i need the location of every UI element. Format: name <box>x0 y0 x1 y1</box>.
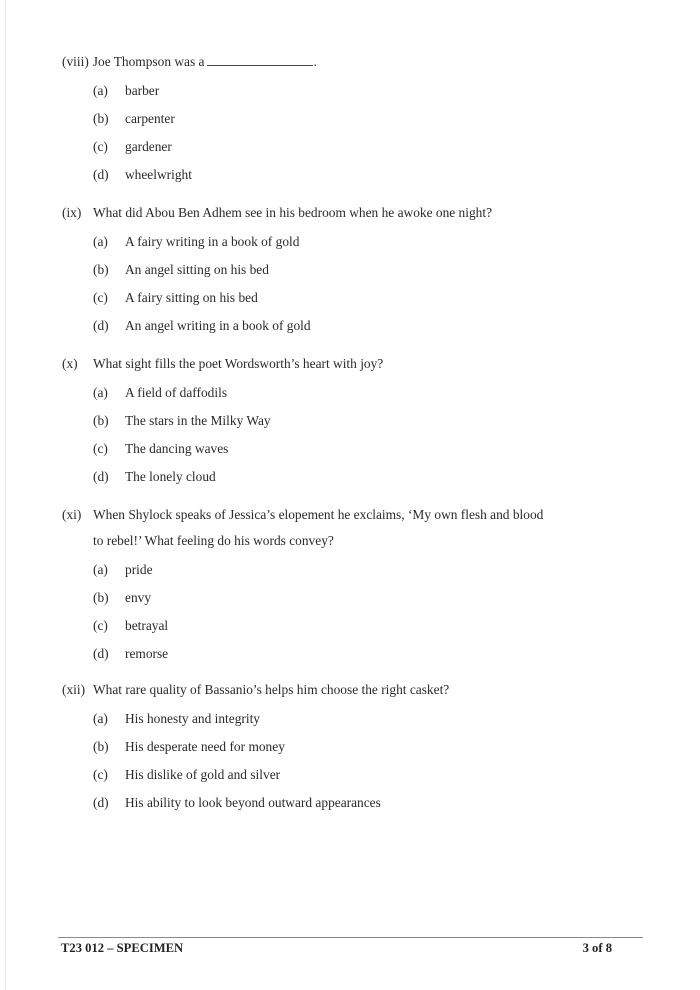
option-b <box>62 105 622 133</box>
option-label: (d) <box>93 167 109 182</box>
option-label: (b) <box>93 739 109 754</box>
option-text: gardener <box>125 139 172 154</box>
option-b <box>62 584 622 612</box>
option-b <box>62 733 622 761</box>
option-label: (c) <box>93 290 108 305</box>
question-ix <box>62 200 622 340</box>
option-list <box>62 556 622 668</box>
option-label: (a) <box>93 83 108 98</box>
option-text: An angel sitting on his bed <box>125 262 269 277</box>
page-number: 3 of 8 <box>582 941 612 955</box>
option-text: His honesty and integrity <box>125 711 261 726</box>
option-c <box>62 284 622 312</box>
question-text: What sight fills the poet Wordsworth’s heart with joy? <box>93 356 384 371</box>
question-text <box>93 49 622 75</box>
option-label: (d) <box>93 469 109 484</box>
option-d <box>62 312 622 340</box>
option-d <box>62 161 622 189</box>
page-edge <box>5 0 6 990</box>
option-label: (d) <box>93 646 109 661</box>
option-text: A fairy sitting on his bed <box>125 290 258 305</box>
question-text: When Shylock speaks of Jessica’s elopement he exclaims, ‘My own flesh and blood <box>93 507 544 522</box>
option-text: remorse <box>125 646 169 661</box>
blank-suffix: . <box>313 54 317 69</box>
option-label: (a) <box>93 711 108 726</box>
option-label: (c) <box>93 441 108 456</box>
question-xi <box>62 502 622 668</box>
option-label: (c) <box>93 618 108 633</box>
question-xii <box>62 677 622 817</box>
footer-divider <box>58 937 643 938</box>
option-text: The dancing waves <box>125 441 229 456</box>
question-number: (ix) <box>62 205 82 220</box>
option-a <box>62 705 622 733</box>
option-label: (d) <box>93 795 109 810</box>
option-d <box>62 463 622 491</box>
question-stem <box>62 351 622 377</box>
option-list <box>62 705 622 817</box>
option-a <box>62 379 622 407</box>
option-text: envy <box>125 590 152 605</box>
question-x <box>62 351 622 491</box>
paper-code: T23 012 – SPECIMEN <box>61 941 184 955</box>
option-c <box>62 612 622 640</box>
option-label: (a) <box>93 562 108 577</box>
question-stem <box>62 200 622 226</box>
option-list <box>62 228 622 340</box>
option-label: (c) <box>93 139 108 154</box>
option-text: barber <box>125 83 160 98</box>
question-number: (xii) <box>62 682 86 697</box>
option-label: (b) <box>93 413 109 428</box>
option-b <box>62 407 622 435</box>
question-viii <box>62 49 622 189</box>
question-stem <box>62 677 622 703</box>
option-label: (b) <box>93 111 109 126</box>
option-c <box>62 761 622 789</box>
option-text: betrayal <box>125 618 169 633</box>
option-a <box>62 556 622 584</box>
option-a <box>62 77 622 105</box>
question-stem <box>62 502 622 528</box>
page-footer <box>61 941 612 956</box>
option-label: (b) <box>93 262 109 277</box>
answer-blank <box>207 55 313 66</box>
option-text: A fairy writing in a book of gold <box>125 234 300 249</box>
question-number: (viii) <box>62 54 89 69</box>
option-text: The stars in the Milky Way <box>125 413 271 428</box>
option-label: (a) <box>93 234 108 249</box>
option-d <box>62 640 622 668</box>
option-list <box>62 77 622 189</box>
question-text: What did Abou Ben Adhem see in his bedroom when he awoke one night? <box>93 205 493 220</box>
option-c <box>62 133 622 161</box>
option-text: wheelwright <box>125 167 192 182</box>
option-text: A field of daffodils <box>125 385 228 400</box>
option-text: pride <box>125 562 153 577</box>
question-text: What rare quality of Bassanio’s helps him choose the right casket? <box>93 682 450 697</box>
option-a <box>62 228 622 256</box>
option-label: (c) <box>93 767 108 782</box>
option-text: His desperate need for money <box>125 739 285 754</box>
option-list <box>62 379 622 491</box>
option-label: (b) <box>93 590 109 605</box>
question-text-main: Joe Thompson was a <box>92 54 205 69</box>
question-text-continued: to rebel!’ What feeling do his words convey? <box>93 533 334 548</box>
question-number: (x) <box>62 356 78 371</box>
option-label: (a) <box>93 385 108 400</box>
question-stem <box>62 49 622 75</box>
option-text: An angel writing in a book of gold <box>125 318 311 333</box>
question-number: (xi) <box>62 507 82 522</box>
option-text: carpenter <box>125 111 175 126</box>
option-label: (d) <box>93 318 109 333</box>
option-text: The lonely cloud <box>125 469 216 484</box>
option-text: His ability to look beyond outward appearances <box>125 795 381 810</box>
option-b <box>62 256 622 284</box>
option-text: His dislike of gold and silver <box>125 767 281 782</box>
option-c <box>62 435 622 463</box>
option-d <box>62 789 622 817</box>
